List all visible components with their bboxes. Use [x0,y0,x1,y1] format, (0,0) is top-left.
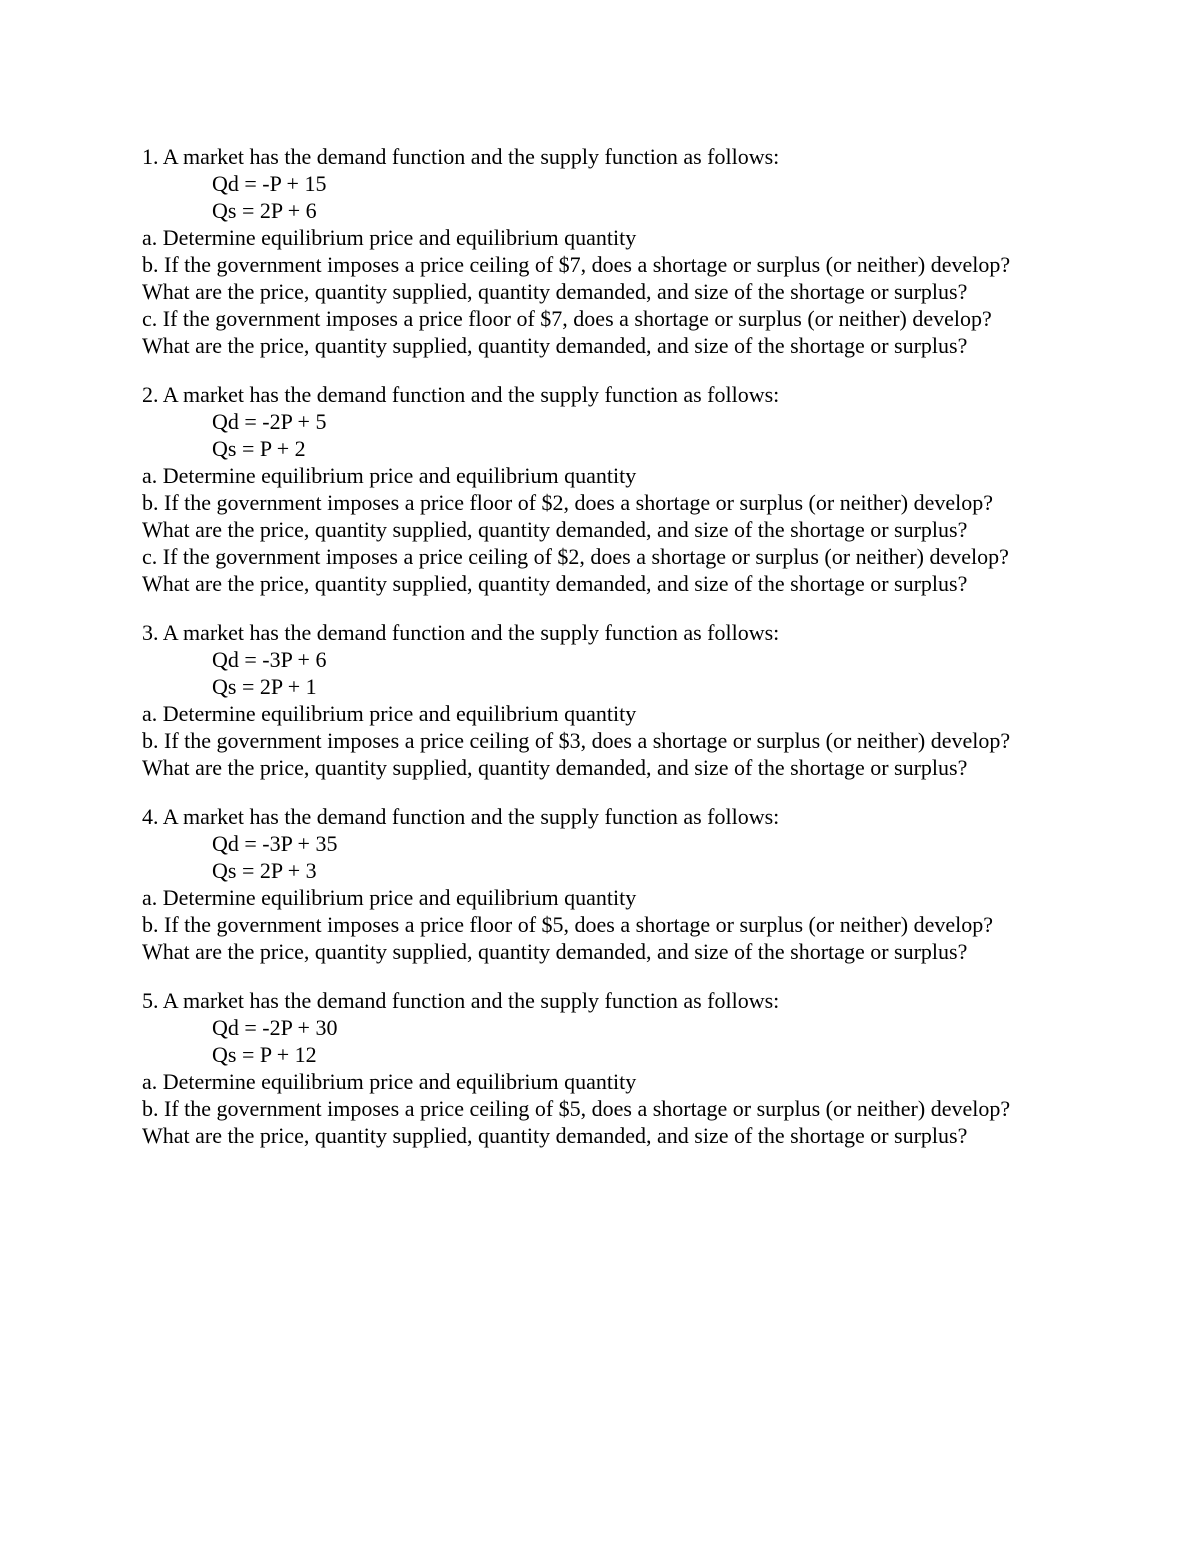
question-part: a. Determine equilibrium price and equilibrium quantity [142,1069,637,1094]
problem-intro: 2. A market has the demand function and the supply function as follows: [142,382,780,407]
question-part: a. Determine equilibrium price and equilibrium quantity [142,701,637,726]
problem-1 [142,143,1142,359]
question-part: a. Determine equilibrium price and equilibrium quantity [142,885,637,910]
supply-equation: Qs = P + 12 [212,1042,317,1067]
demand-equation: Qd = -2P + 5 [212,409,327,434]
question-part: c. If the government imposes a price ceiling of $2, does a shortage or surplus (or neither) develop? [142,544,1009,569]
question-part: b. If the government imposes a price ceiling of $5, does a shortage or surplus (or neither) develop? [142,1096,1011,1121]
question-part: a. Determine equilibrium price and equilibrium quantity [142,463,637,488]
demand-equation: Qd = -2P + 30 [212,1015,338,1040]
question-part: What are the price, quantity supplied, quantity demanded, and size of the shortage or surplus? [142,279,968,304]
question-part: What are the price, quantity supplied, quantity demanded, and size of the shortage or surplus? [142,939,968,964]
question-part: b. If the government imposes a price floor of $5, does a shortage or surplus (or neither) develop? [142,912,994,937]
problem-intro: 1. A market has the demand function and the supply function as follows: [142,144,780,169]
question-part: b. If the government imposes a price ceiling of $7, does a shortage or surplus (or neither) develop? [142,252,1011,277]
demand-equation: Qd = -3P + 35 [212,831,338,856]
supply-equation: Qs = P + 2 [212,436,306,461]
question-part: What are the price, quantity supplied, quantity demanded, and size of the shortage or surplus? [142,1123,968,1148]
question-part: What are the price, quantity supplied, quantity demanded, and size of the shortage or surplus? [142,755,968,780]
question-part: b. If the government imposes a price ceiling of $3, does a shortage or surplus (or neither) develop? [142,728,1011,753]
problem-5 [142,987,1142,1149]
question-part: What are the price, quantity supplied, quantity demanded, and size of the shortage or surplus? [142,517,968,542]
problem-list [142,143,1142,1171]
question-part: What are the price, quantity supplied, quantity demanded, and size of the shortage or surplus? [142,571,968,596]
supply-equation: Qs = 2P + 1 [212,674,317,699]
problem-intro: 4. A market has the demand function and the supply function as follows: [142,804,780,829]
question-part: a. Determine equilibrium price and equilibrium quantity [142,225,637,250]
demand-equation: Qd = -P + 15 [212,171,327,196]
problem-2 [142,381,1142,597]
problem-intro: 5. A market has the demand function and the supply function as follows: [142,988,780,1013]
problem-intro: 3. A market has the demand function and the supply function as follows: [142,620,780,645]
question-part: b. If the government imposes a price floor of $2, does a shortage or surplus (or neither) develop? [142,490,994,515]
supply-equation: Qs = 2P + 3 [212,858,317,883]
question-part: What are the price, quantity supplied, quantity demanded, and size of the shortage or surplus? [142,333,968,358]
problem-3 [142,619,1142,781]
question-part: c. If the government imposes a price floor of $7, does a shortage or surplus (or neither) develop? [142,306,992,331]
supply-equation: Qs = 2P + 6 [212,198,317,223]
demand-equation: Qd = -3P + 6 [212,647,327,672]
problem-4 [142,803,1142,965]
